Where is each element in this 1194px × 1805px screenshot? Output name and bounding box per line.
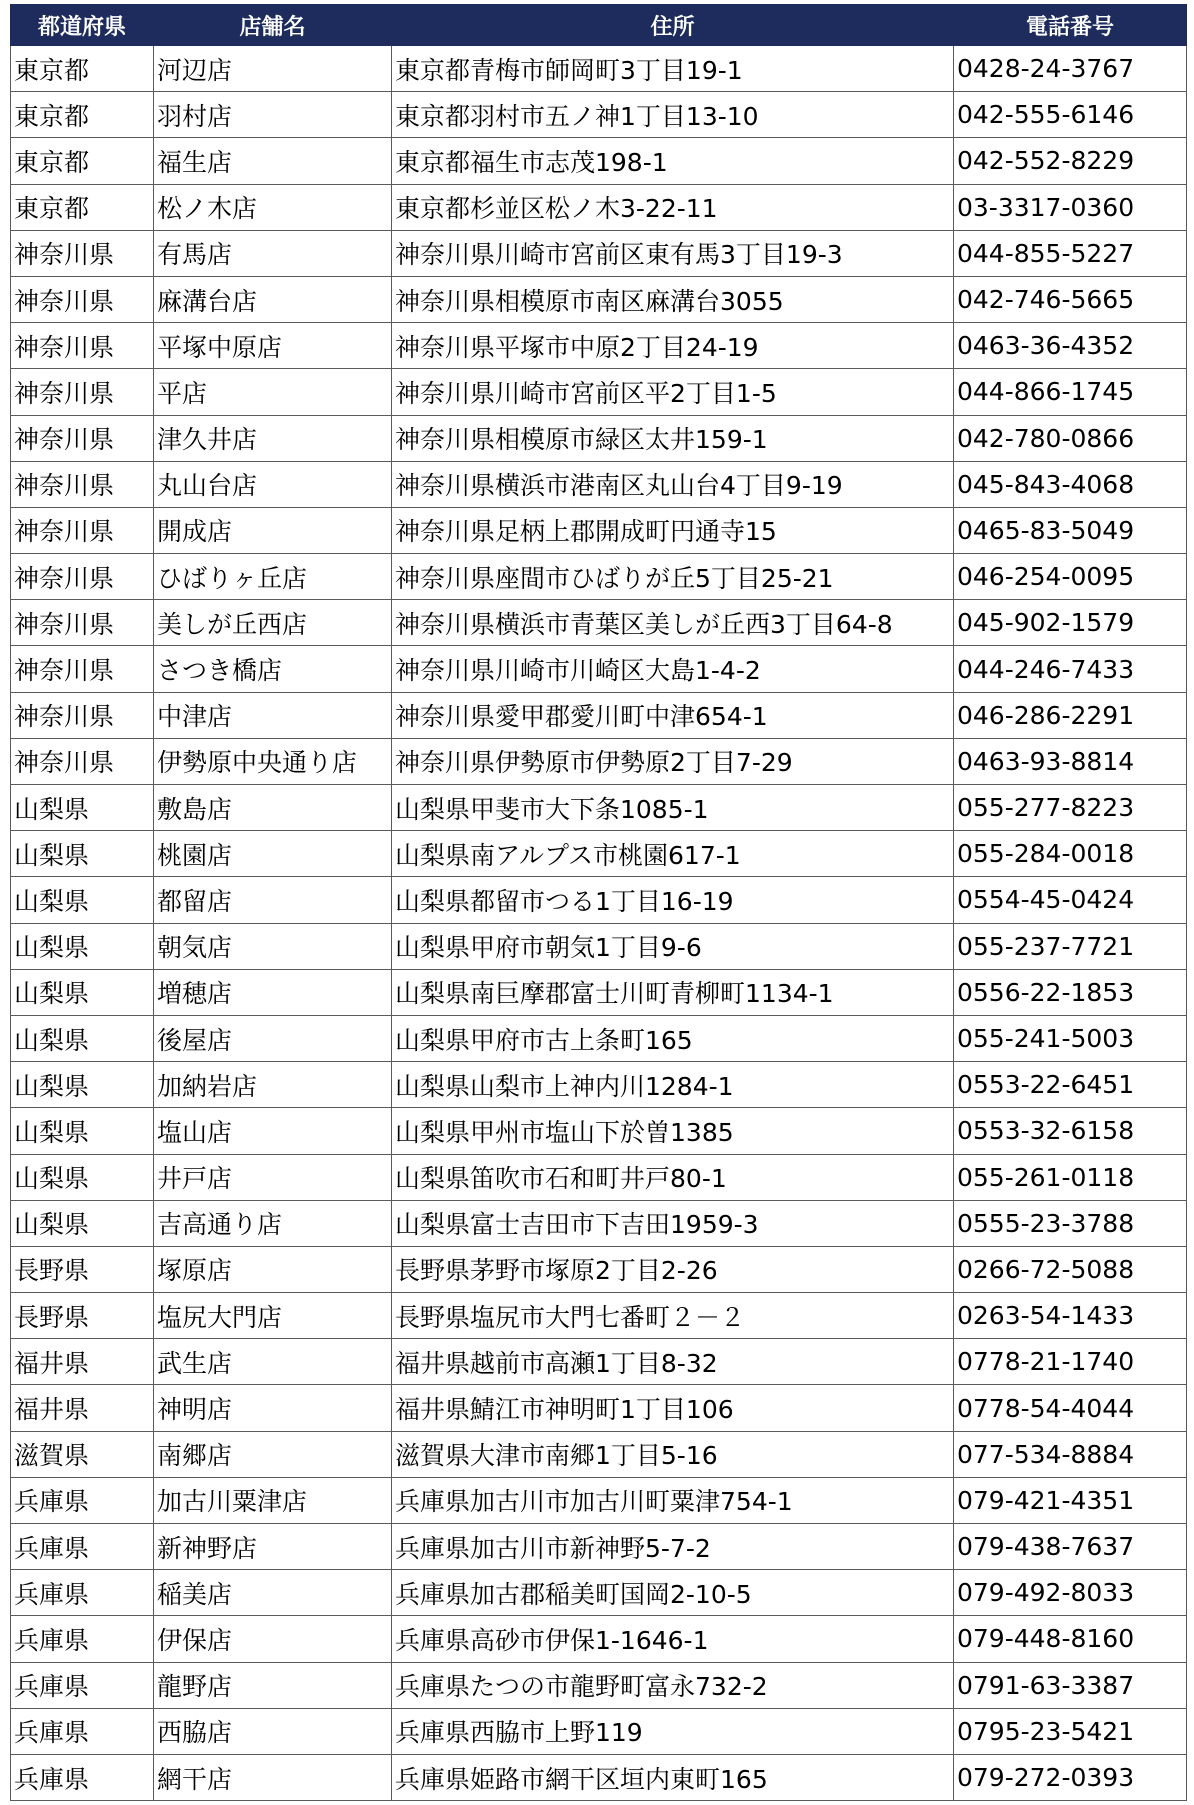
cell-address: 兵庫県たつの市龍野町富永732-2 bbox=[392, 1662, 954, 1708]
table-row bbox=[11, 877, 1187, 923]
cell-store-name: 福生店 bbox=[154, 138, 392, 184]
table-row bbox=[11, 1108, 1187, 1154]
cell-address: 神奈川県相模原市緑区太井159-1 bbox=[392, 415, 954, 461]
cell-store-name: 新神野店 bbox=[154, 1524, 392, 1570]
cell-address: 神奈川県川崎市宮前区平2丁目1-5 bbox=[392, 369, 954, 415]
cell-phone: 0778-21-1740 bbox=[954, 1339, 1187, 1385]
header-store-name: 店舗名 bbox=[154, 5, 392, 46]
cell-prefecture: 神奈川県 bbox=[11, 415, 154, 461]
cell-store-name: 麻溝台店 bbox=[154, 276, 392, 322]
cell-store-name: 桃園店 bbox=[154, 831, 392, 877]
cell-phone: 0554-45-0424 bbox=[954, 877, 1187, 923]
cell-phone: 079-438-7637 bbox=[954, 1524, 1187, 1570]
cell-prefecture: 神奈川県 bbox=[11, 600, 154, 646]
cell-address: 東京都羽村市五ノ神1丁目13-10 bbox=[392, 92, 954, 138]
cell-address: 兵庫県加古川市加古川町粟津754-1 bbox=[392, 1477, 954, 1523]
cell-address: 山梨県南アルプス市桃園617-1 bbox=[392, 831, 954, 877]
cell-address: 山梨県富士吉田市下吉田1959-3 bbox=[392, 1200, 954, 1246]
cell-address: 山梨県都留市つる1丁目16-19 bbox=[392, 877, 954, 923]
cell-store-name: さつき橋店 bbox=[154, 646, 392, 692]
cell-prefecture: 山梨県 bbox=[11, 831, 154, 877]
cell-prefecture: 神奈川県 bbox=[11, 554, 154, 600]
cell-phone: 055-237-7721 bbox=[954, 923, 1187, 969]
cell-store-name: 加古川粟津店 bbox=[154, 1477, 392, 1523]
cell-prefecture: 兵庫県 bbox=[11, 1708, 154, 1754]
cell-address: 神奈川県横浜市港南区丸山台4丁目9-19 bbox=[392, 461, 954, 507]
cell-phone: 045-843-4068 bbox=[954, 461, 1187, 507]
cell-store-name: ひばりヶ丘店 bbox=[154, 554, 392, 600]
cell-address: 長野県茅野市塚原2丁目2-26 bbox=[392, 1246, 954, 1292]
table-row bbox=[11, 1015, 1187, 1061]
cell-prefecture: 長野県 bbox=[11, 1246, 154, 1292]
cell-phone: 0428-24-3767 bbox=[954, 46, 1187, 92]
cell-phone: 0555-23-3788 bbox=[954, 1200, 1187, 1246]
table-row bbox=[11, 46, 1187, 92]
cell-phone: 0463-93-8814 bbox=[954, 738, 1187, 784]
cell-prefecture: 神奈川県 bbox=[11, 369, 154, 415]
cell-address: 兵庫県加古郡稲美町国岡2-10-5 bbox=[392, 1570, 954, 1616]
cell-phone: 0778-54-4044 bbox=[954, 1385, 1187, 1431]
cell-store-name: 美しが丘西店 bbox=[154, 600, 392, 646]
cell-store-name: 稲美店 bbox=[154, 1570, 392, 1616]
cell-phone: 044-246-7433 bbox=[954, 646, 1187, 692]
cell-store-name: 井戸店 bbox=[154, 1154, 392, 1200]
cell-prefecture: 福井県 bbox=[11, 1339, 154, 1385]
table-row bbox=[11, 738, 1187, 784]
table-row bbox=[11, 600, 1187, 646]
cell-store-name: 中津店 bbox=[154, 692, 392, 738]
cell-address: 神奈川県川崎市宮前区東有馬3丁目19-3 bbox=[392, 230, 954, 276]
cell-address: 兵庫県加古川市新神野5-7-2 bbox=[392, 1524, 954, 1570]
cell-prefecture: 山梨県 bbox=[11, 1154, 154, 1200]
cell-phone: 0556-22-1853 bbox=[954, 969, 1187, 1015]
table-row bbox=[11, 923, 1187, 969]
header-address: 住所 bbox=[392, 5, 954, 46]
cell-address: 山梨県甲州市塩山下於曽1385 bbox=[392, 1108, 954, 1154]
cell-prefecture: 神奈川県 bbox=[11, 507, 154, 553]
cell-store-name: 伊保店 bbox=[154, 1616, 392, 1662]
cell-store-name: 丸山台店 bbox=[154, 461, 392, 507]
cell-phone: 0553-32-6158 bbox=[954, 1108, 1187, 1154]
cell-address: 山梨県甲府市朝気1丁目9-6 bbox=[392, 923, 954, 969]
table-row bbox=[11, 1200, 1187, 1246]
cell-store-name: 龍野店 bbox=[154, 1662, 392, 1708]
header-phone: 電話番号 bbox=[954, 5, 1187, 46]
store-list-container bbox=[10, 4, 1186, 1801]
cell-address: 東京都杉並区松ノ木3-22-11 bbox=[392, 184, 954, 230]
table-row bbox=[11, 507, 1187, 553]
cell-phone: 079-272-0393 bbox=[954, 1754, 1187, 1800]
table-row bbox=[11, 1154, 1187, 1200]
cell-address: 山梨県甲府市古上条町165 bbox=[392, 1015, 954, 1061]
table-row bbox=[11, 1339, 1187, 1385]
cell-store-name: 塚原店 bbox=[154, 1246, 392, 1292]
cell-phone: 045-902-1579 bbox=[954, 600, 1187, 646]
cell-phone: 042-555-6146 bbox=[954, 92, 1187, 138]
cell-store-name: 津久井店 bbox=[154, 415, 392, 461]
cell-prefecture: 山梨県 bbox=[11, 1200, 154, 1246]
table-row bbox=[11, 1708, 1187, 1754]
cell-prefecture: 長野県 bbox=[11, 1293, 154, 1339]
cell-prefecture: 東京都 bbox=[11, 92, 154, 138]
cell-store-name: 武生店 bbox=[154, 1339, 392, 1385]
cell-store-name: 都留店 bbox=[154, 877, 392, 923]
cell-prefecture: 神奈川県 bbox=[11, 738, 154, 784]
table-row bbox=[11, 323, 1187, 369]
cell-prefecture: 山梨県 bbox=[11, 877, 154, 923]
cell-phone: 055-241-5003 bbox=[954, 1015, 1187, 1061]
cell-store-name: 開成店 bbox=[154, 507, 392, 553]
cell-address: 神奈川県横浜市青葉区美しが丘西3丁目64-8 bbox=[392, 600, 954, 646]
cell-prefecture: 神奈川県 bbox=[11, 323, 154, 369]
cell-prefecture: 山梨県 bbox=[11, 1062, 154, 1108]
cell-phone: 055-284-0018 bbox=[954, 831, 1187, 877]
cell-prefecture: 山梨県 bbox=[11, 785, 154, 831]
cell-store-name: 伊勢原中央通り店 bbox=[154, 738, 392, 784]
cell-store-name: 平店 bbox=[154, 369, 392, 415]
cell-phone: 055-277-8223 bbox=[954, 785, 1187, 831]
table-row bbox=[11, 1570, 1187, 1616]
table-row bbox=[11, 831, 1187, 877]
cell-store-name: 増穂店 bbox=[154, 969, 392, 1015]
cell-phone: 0791-63-3387 bbox=[954, 1662, 1187, 1708]
cell-phone: 0463-36-4352 bbox=[954, 323, 1187, 369]
table-row bbox=[11, 369, 1187, 415]
table-row bbox=[11, 415, 1187, 461]
table-body bbox=[11, 46, 1187, 1801]
cell-phone: 042-746-5665 bbox=[954, 276, 1187, 322]
cell-phone: 042-552-8229 bbox=[954, 138, 1187, 184]
cell-store-name: 南郷店 bbox=[154, 1431, 392, 1477]
cell-store-name: 河辺店 bbox=[154, 46, 392, 92]
cell-address: 福井県越前市高瀬1丁目8-32 bbox=[392, 1339, 954, 1385]
table-row bbox=[11, 1293, 1187, 1339]
cell-store-name: 加納岩店 bbox=[154, 1062, 392, 1108]
cell-prefecture: 兵庫県 bbox=[11, 1754, 154, 1800]
table-row bbox=[11, 138, 1187, 184]
cell-phone: 042-780-0866 bbox=[954, 415, 1187, 461]
cell-address: 山梨県甲斐市大下条1085-1 bbox=[392, 785, 954, 831]
cell-prefecture: 兵庫県 bbox=[11, 1524, 154, 1570]
cell-address: 長野県塩尻市大門七番町２－２ bbox=[392, 1293, 954, 1339]
table-row bbox=[11, 92, 1187, 138]
cell-store-name: 羽村店 bbox=[154, 92, 392, 138]
table-row bbox=[11, 1616, 1187, 1662]
table-row bbox=[11, 461, 1187, 507]
cell-prefecture: 山梨県 bbox=[11, 923, 154, 969]
cell-phone: 044-855-5227 bbox=[954, 230, 1187, 276]
cell-prefecture: 滋賀県 bbox=[11, 1431, 154, 1477]
cell-store-name: 松ノ木店 bbox=[154, 184, 392, 230]
table-row bbox=[11, 1662, 1187, 1708]
cell-store-name: 後屋店 bbox=[154, 1015, 392, 1061]
table-row bbox=[11, 692, 1187, 738]
cell-address: 滋賀県大津市南郷1丁目5-16 bbox=[392, 1431, 954, 1477]
cell-address: 山梨県笛吹市石和町井戸80-1 bbox=[392, 1154, 954, 1200]
table-row bbox=[11, 1754, 1187, 1800]
cell-store-name: 神明店 bbox=[154, 1385, 392, 1431]
cell-store-name: 敷島店 bbox=[154, 785, 392, 831]
cell-phone: 0263-54-1433 bbox=[954, 1293, 1187, 1339]
cell-phone: 03-3317-0360 bbox=[954, 184, 1187, 230]
cell-prefecture: 神奈川県 bbox=[11, 276, 154, 322]
cell-address: 兵庫県高砂市伊保1-1646-1 bbox=[392, 1616, 954, 1662]
table-row bbox=[11, 785, 1187, 831]
cell-prefecture: 山梨県 bbox=[11, 969, 154, 1015]
cell-prefecture: 兵庫県 bbox=[11, 1616, 154, 1662]
store-list-table bbox=[10, 4, 1187, 1801]
table-row bbox=[11, 276, 1187, 322]
table-row bbox=[11, 230, 1187, 276]
cell-prefecture: 神奈川県 bbox=[11, 692, 154, 738]
table-row bbox=[11, 969, 1187, 1015]
table-row bbox=[11, 184, 1187, 230]
cell-store-name: 有馬店 bbox=[154, 230, 392, 276]
cell-prefecture: 神奈川県 bbox=[11, 461, 154, 507]
cell-prefecture: 東京都 bbox=[11, 138, 154, 184]
header-row bbox=[11, 5, 1187, 46]
cell-prefecture: 兵庫県 bbox=[11, 1477, 154, 1523]
cell-phone: 0266-72-5088 bbox=[954, 1246, 1187, 1292]
cell-address: 東京都福生市志茂198-1 bbox=[392, 138, 954, 184]
table-row bbox=[11, 646, 1187, 692]
table-row bbox=[11, 1062, 1187, 1108]
cell-phone: 044-866-1745 bbox=[954, 369, 1187, 415]
cell-phone: 079-492-8033 bbox=[954, 1570, 1187, 1616]
cell-prefecture: 神奈川県 bbox=[11, 230, 154, 276]
cell-address: 神奈川県伊勢原市伊勢原2丁目7-29 bbox=[392, 738, 954, 784]
cell-phone: 0795-23-5421 bbox=[954, 1708, 1187, 1754]
cell-address: 山梨県山梨市上神内川1284-1 bbox=[392, 1062, 954, 1108]
cell-store-name: 吉高通り店 bbox=[154, 1200, 392, 1246]
cell-prefecture: 福井県 bbox=[11, 1385, 154, 1431]
cell-store-name: 朝気店 bbox=[154, 923, 392, 969]
table-row bbox=[11, 1524, 1187, 1570]
cell-phone: 079-448-8160 bbox=[954, 1616, 1187, 1662]
cell-address: 兵庫県西脇市上野119 bbox=[392, 1708, 954, 1754]
cell-prefecture: 東京都 bbox=[11, 46, 154, 92]
table-row bbox=[11, 1477, 1187, 1523]
cell-store-name: 塩尻大門店 bbox=[154, 1293, 392, 1339]
cell-address: 山梨県南巨摩郡富士川町青柳町1134-1 bbox=[392, 969, 954, 1015]
cell-prefecture: 山梨県 bbox=[11, 1015, 154, 1061]
cell-prefecture: 兵庫県 bbox=[11, 1662, 154, 1708]
cell-address: 神奈川県愛甲郡愛川町中津654-1 bbox=[392, 692, 954, 738]
cell-phone: 0465-83-5049 bbox=[954, 507, 1187, 553]
cell-address: 神奈川県川崎市川崎区大島1-4-2 bbox=[392, 646, 954, 692]
table-row bbox=[11, 1385, 1187, 1431]
cell-phone: 046-286-2291 bbox=[954, 692, 1187, 738]
table-row bbox=[11, 1246, 1187, 1292]
cell-address: 東京都青梅市師岡町3丁目19-1 bbox=[392, 46, 954, 92]
cell-phone: 077-534-8884 bbox=[954, 1431, 1187, 1477]
cell-store-name: 塩山店 bbox=[154, 1108, 392, 1154]
cell-address: 福井県鯖江市神明町1丁目106 bbox=[392, 1385, 954, 1431]
cell-store-name: 西脇店 bbox=[154, 1708, 392, 1754]
cell-phone: 079-421-4351 bbox=[954, 1477, 1187, 1523]
cell-prefecture: 神奈川県 bbox=[11, 646, 154, 692]
table-row bbox=[11, 554, 1187, 600]
cell-prefecture: 東京都 bbox=[11, 184, 154, 230]
cell-phone: 0553-22-6451 bbox=[954, 1062, 1187, 1108]
table-row bbox=[11, 1431, 1187, 1477]
cell-store-name: 平塚中原店 bbox=[154, 323, 392, 369]
cell-address: 神奈川県足柄上郡開成町円通寺15 bbox=[392, 507, 954, 553]
cell-address: 神奈川県座間市ひばりが丘5丁目25-21 bbox=[392, 554, 954, 600]
cell-prefecture: 兵庫県 bbox=[11, 1570, 154, 1616]
header-prefecture: 都道府県 bbox=[11, 5, 154, 46]
cell-phone: 046-254-0095 bbox=[954, 554, 1187, 600]
cell-prefecture: 山梨県 bbox=[11, 1108, 154, 1154]
table-header bbox=[11, 5, 1187, 46]
cell-phone: 055-261-0118 bbox=[954, 1154, 1187, 1200]
cell-address: 神奈川県相模原市南区麻溝台3055 bbox=[392, 276, 954, 322]
cell-address: 兵庫県姫路市網干区垣内東町165 bbox=[392, 1754, 954, 1800]
cell-address: 神奈川県平塚市中原2丁目24-19 bbox=[392, 323, 954, 369]
cell-store-name: 網干店 bbox=[154, 1754, 392, 1800]
